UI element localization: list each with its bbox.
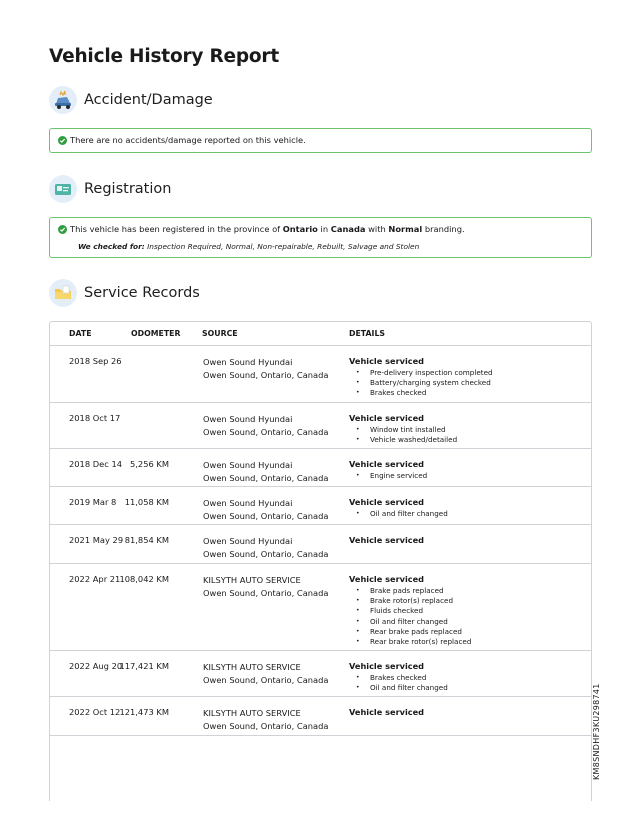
row-details [349, 661, 448, 693]
source-name: Owen Sound Hyundai [203, 357, 293, 367]
details-item: • Fluids checked [349, 606, 471, 616]
source-location: Owen Sound, Ontario, Canada [203, 720, 329, 731]
details-list [349, 368, 493, 399]
registration-msg-in: in [320, 224, 329, 234]
accident-section-header [49, 86, 213, 114]
row-date: 2022 Aug 20 [69, 661, 123, 671]
details-item: • Oil and filter changed [349, 683, 448, 693]
details-title: Vehicle serviced [349, 413, 425, 423]
service-records-table [49, 321, 592, 801]
source-name: KILSYTH AUTO SERVICE [203, 708, 301, 718]
details-list [349, 586, 471, 647]
row-details [349, 497, 448, 519]
table-row [50, 449, 591, 487]
row-date: 2018 Dec 14 [69, 459, 123, 469]
row-source [203, 413, 328, 438]
vin-number: KM8SNDHF3KU298741 [592, 683, 601, 780]
details-item: • Battery/charging system checked [349, 378, 493, 388]
source-location: Owen Sound, Ontario, Canada [203, 426, 329, 437]
row-details [349, 413, 457, 445]
row-odometer: 11,058 KM [124, 497, 169, 507]
details-title: Vehicle serviced [349, 459, 425, 469]
details-title: Vehicle serviced [349, 661, 425, 671]
source-location: Owen Sound, Ontario, Canada [203, 472, 329, 483]
registration-section-header [49, 175, 171, 203]
source-location: Owen Sound, Ontario, Canada [203, 674, 329, 685]
accident-message: There are no accidents/damage reported on this vehicle. [70, 135, 306, 145]
source-location: Owen Sound, Ontario, Canada [203, 369, 329, 380]
service-heading: Service Records [84, 285, 200, 301]
row-date: 2018 Sep 26 [69, 356, 122, 366]
details-list [349, 471, 427, 481]
registration-msg-prefix: This vehicle has been registered in the province of [70, 224, 281, 234]
service-folder-icon [49, 279, 77, 307]
details-item: • Engine serviced [349, 471, 427, 481]
registration-card-icon [49, 175, 77, 203]
row-odometer: 108,042 KM [119, 574, 169, 584]
details-list [349, 509, 448, 519]
registration-message [70, 224, 465, 234]
accident-heading: Accident/Damage [84, 92, 213, 108]
registration-msg-suffix: branding. [424, 224, 465, 234]
source-location: Owen Sound, Ontario, Canada [203, 510, 329, 521]
registration-branding: Normal [388, 224, 423, 234]
checked-for-items: Inspection Required, Normal, Non-repairable, Rebuilt, Salvage and Stolen [147, 242, 420, 251]
details-item: • Oil and filter changed [349, 617, 471, 627]
details-title: Vehicle serviced [349, 497, 425, 507]
row-source [203, 661, 328, 686]
row-details [349, 459, 427, 481]
details-title: Vehicle serviced [349, 535, 425, 545]
details-item: • Brake pads replaced [349, 586, 471, 596]
row-source [203, 574, 328, 599]
row-details [349, 574, 471, 647]
col-details: DETAILS [349, 329, 386, 338]
row-source [203, 356, 328, 381]
table-row [50, 487, 591, 525]
details-item: • Rear brake rotor(s) replaced [349, 637, 471, 647]
row-source [203, 497, 328, 522]
source-name: Owen Sound Hyundai [203, 536, 293, 546]
table-row [50, 697, 591, 736]
check-circle-icon [58, 225, 67, 234]
row-source [203, 707, 328, 732]
details-item: • Oil and filter changed [349, 509, 448, 519]
source-name: Owen Sound Hyundai [203, 460, 293, 470]
registration-heading: Registration [84, 181, 172, 197]
check-circle-icon [58, 136, 67, 145]
source-name: Owen Sound Hyundai [203, 414, 293, 424]
details-list [349, 673, 448, 693]
source-location: Owen Sound, Ontario, Canada [203, 548, 329, 559]
row-details [349, 535, 424, 545]
source-name: KILSYTH AUTO SERVICE [203, 662, 301, 672]
row-details [349, 356, 493, 399]
source-location: Owen Sound, Ontario, Canada [203, 587, 329, 598]
row-odometer: 81,854 KM [124, 535, 169, 545]
details-item: • Brake rotor(s) replaced [349, 596, 471, 606]
row-odometer: 117,421 KM [119, 661, 169, 671]
table-row [50, 525, 591, 564]
row-source [203, 535, 328, 560]
details-title: Vehicle serviced [349, 356, 425, 366]
details-item: • Vehicle washed/detailed [349, 435, 457, 445]
registration-checked-for [78, 242, 591, 251]
table-header [50, 322, 591, 346]
registration-msg-with: with [368, 224, 386, 234]
details-item: • Window tint installed [349, 425, 457, 435]
accident-status-box [49, 128, 592, 153]
row-odometer: 5,256 KM [130, 459, 169, 469]
table-row [50, 564, 591, 651]
car-crash-icon [49, 86, 77, 114]
report-title: Vehicle History Report [49, 46, 279, 67]
row-date: 2019 Mar 8 [69, 497, 117, 507]
service-section-header [49, 279, 200, 307]
registration-province: Ontario [282, 224, 318, 234]
registration-status-box [49, 217, 592, 258]
source-name: KILSYTH AUTO SERVICE [203, 575, 301, 585]
row-date: 2022 Oct 12 [69, 707, 121, 717]
details-item: • Rear brake pads replaced [349, 627, 471, 637]
table-row [50, 346, 591, 403]
source-name: Owen Sound Hyundai [203, 498, 293, 508]
col-date: DATE [69, 329, 92, 338]
details-list [349, 425, 457, 445]
row-date: 2022 Apr 21 [69, 574, 121, 584]
row-date: 2021 May 29 [69, 535, 124, 545]
details-item: • Pre-delivery inspection completed [349, 368, 493, 378]
details-item: • Brakes checked [349, 673, 448, 683]
row-odometer: 121,473 KM [119, 707, 169, 717]
table-body [50, 346, 591, 736]
registration-country: Canada [330, 224, 366, 234]
row-details [349, 707, 424, 717]
col-odometer: ODOMETER [131, 329, 181, 338]
table-row [50, 403, 591, 449]
row-date: 2018 Oct 17 [69, 413, 121, 423]
row-source [203, 459, 328, 484]
checked-for-label: We checked for: [78, 242, 145, 251]
details-item: • Brakes checked [349, 388, 493, 398]
details-title: Vehicle serviced [349, 707, 425, 717]
col-source: SOURCE [202, 329, 238, 338]
table-row [50, 651, 591, 697]
details-title: Vehicle serviced [349, 574, 425, 584]
